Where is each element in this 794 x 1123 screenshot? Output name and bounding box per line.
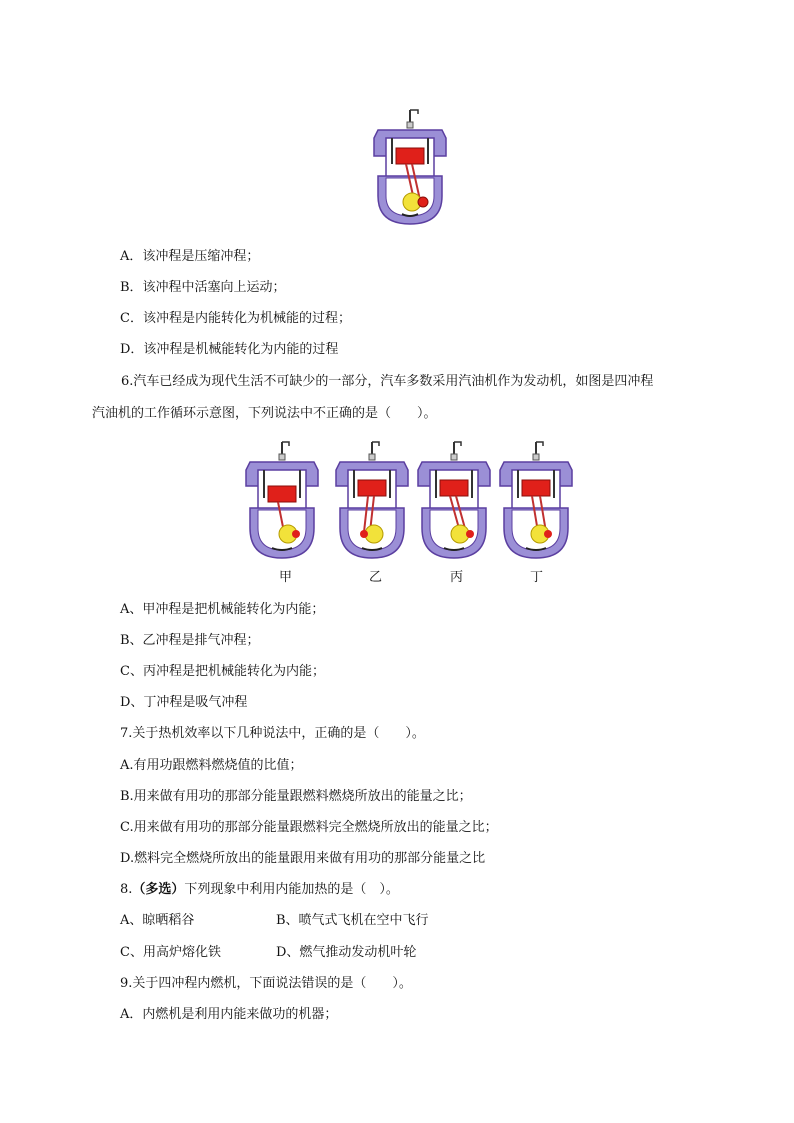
q6-stem-line1: 6.汽车已经成为现代生活不可缺少的一部分，汽车多数采用汽油机作为发动机，如图是四冲程 xyxy=(121,374,654,389)
engine-yi-icon xyxy=(336,442,408,558)
q7-option-a: A.有用功跟燃料燃烧值的比值； xyxy=(120,758,303,773)
q5-option-d: D．该冲程是机械能转化为内能的过程 xyxy=(120,342,339,357)
q8-option-d: D、燃气推动发动机叶轮 xyxy=(276,945,417,960)
q8-option-b: B、喷气式飞机在空中飞行 xyxy=(276,913,429,928)
caption-jia: 甲 xyxy=(279,570,293,585)
engine-icon xyxy=(374,110,446,224)
q8-option-c: C、用高炉熔化铁 xyxy=(120,945,221,960)
engine-bing-icon xyxy=(418,442,490,558)
caption-yi: 乙 xyxy=(369,570,383,585)
engine-ding-icon xyxy=(500,442,572,558)
q6-stem-line2: 汽油机的工作循环示意图，下列说法中不正确的是（ ）。 xyxy=(92,406,437,421)
caption-bing: 丙 xyxy=(450,570,464,585)
q5-option-c: C．该冲程是内能转化为机械能的过程； xyxy=(120,311,351,326)
q8-option-a: A、晾晒稻谷 xyxy=(120,913,195,928)
q6-option-d: D、丁冲程是吸气冲程 xyxy=(120,695,248,710)
q9-stem: 9.关于四冲程内燃机，下面说法错误的是（ ）。 xyxy=(120,976,412,991)
q7-option-b: B.用来做有用功的那部分能量跟燃料燃烧所放出的能量之比； xyxy=(120,789,472,804)
q6-option-c: C、丙冲程是把机械能转化为内能； xyxy=(120,664,325,679)
engine-cycle-diagram-q6 xyxy=(244,440,574,570)
q9-option-a: A．内燃机是利用内能来做功的机器； xyxy=(120,1007,338,1022)
q7-option-d: D.燃料完全燃烧所放出的能量跟用来做有用功的那部分能量之比 xyxy=(120,851,486,866)
q6-option-a: A、甲冲程是把机械能转化为内能； xyxy=(120,602,325,617)
q8-number: 8. xyxy=(120,882,133,897)
q5-option-b: B．该冲程中活塞向上运动； xyxy=(120,280,286,295)
q8-stem: 下列现象中利用内能加热的是（ ）。 xyxy=(184,882,399,897)
caption-ding: 丁 xyxy=(530,570,544,585)
engine-jia-icon xyxy=(246,442,318,558)
q5-option-a: A．该冲程是压缩冲程； xyxy=(120,249,260,264)
engine-diagram-q5 xyxy=(368,104,452,228)
q7-stem: 7.关于热机效率以下几种说法中，正确的是（ ）。 xyxy=(120,726,425,741)
q6-option-b: B、乙冲程是排气冲程； xyxy=(120,633,260,648)
q8-stem-line xyxy=(120,881,399,899)
q8-multi-select-tag: （多选） xyxy=(132,882,185,897)
q7-option-c: C.用来做有用功的那部分能量跟燃料完全燃烧所放出的能量之比； xyxy=(120,820,498,835)
